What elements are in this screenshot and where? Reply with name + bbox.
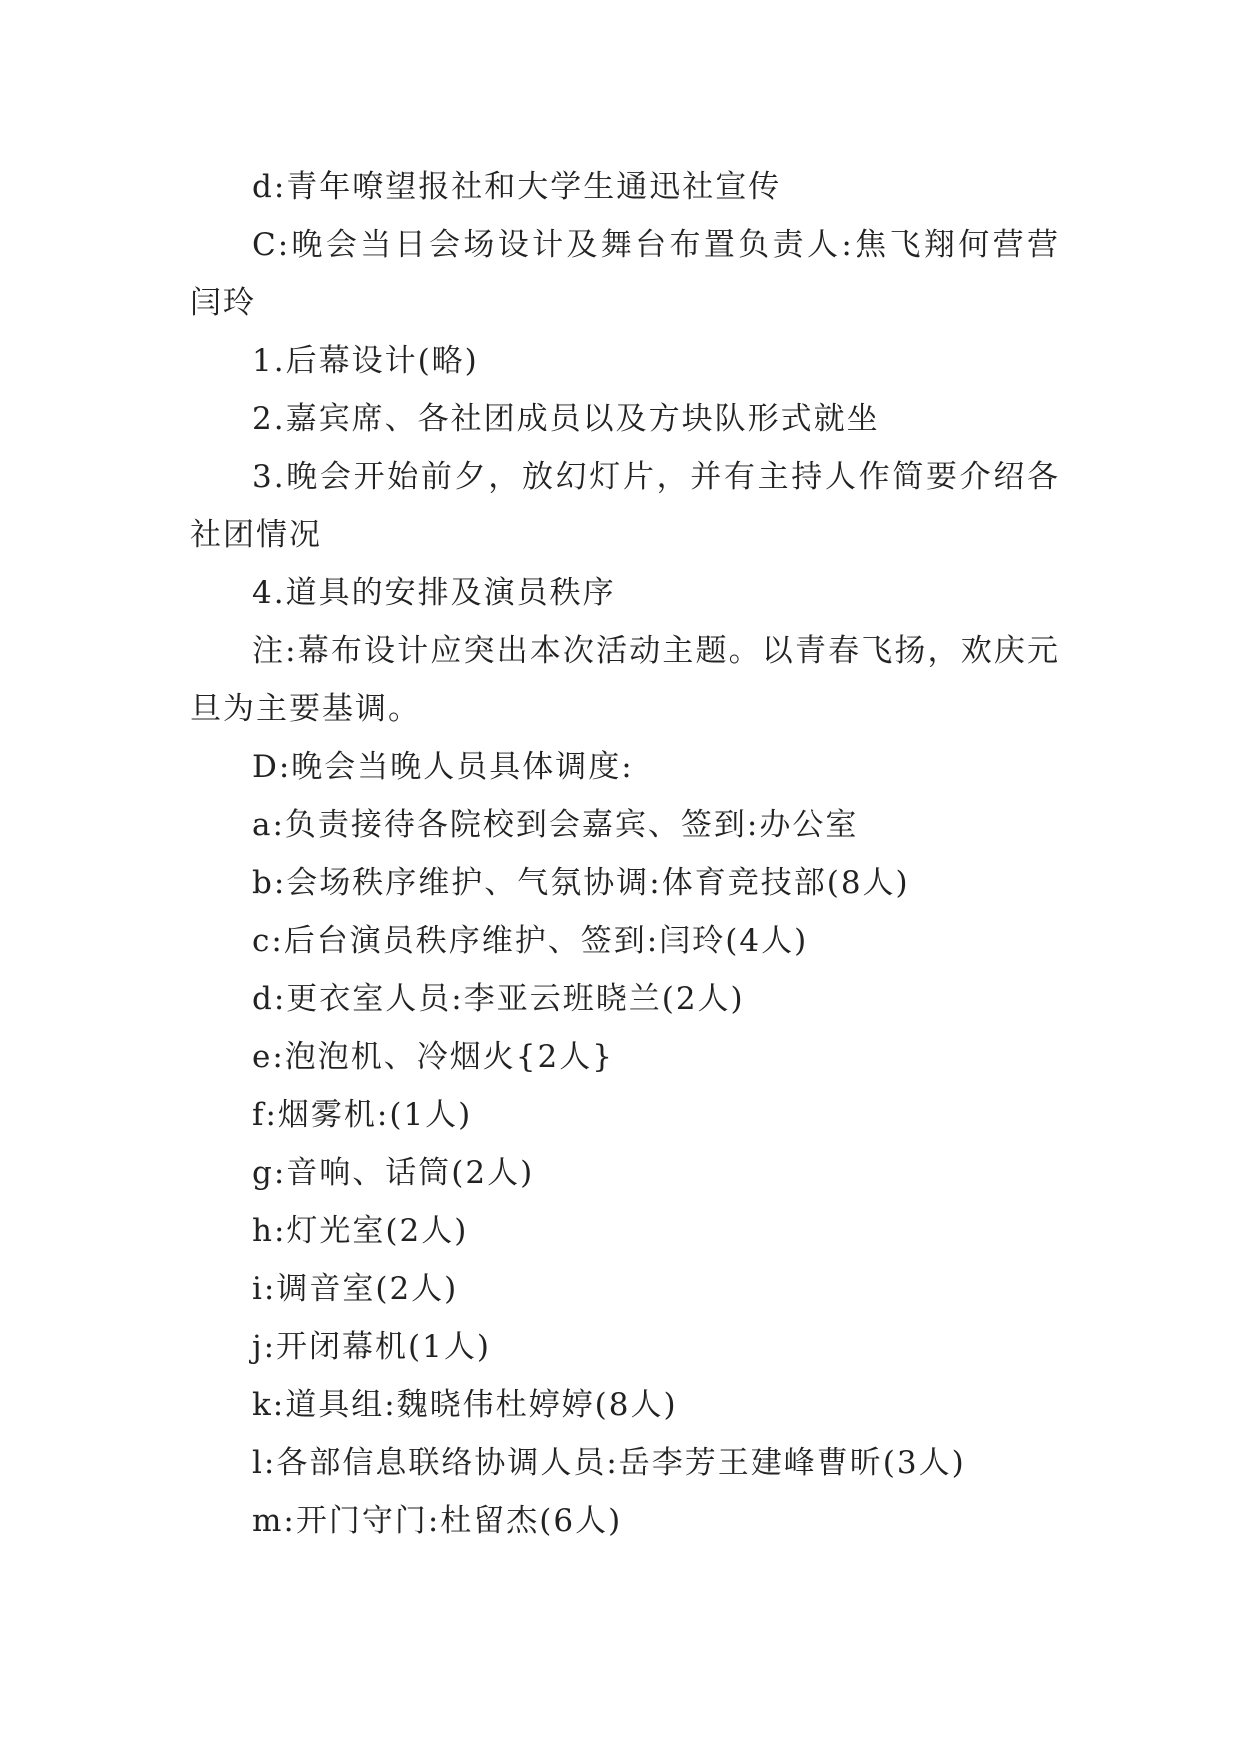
paragraph-publicity: d:青年嘹望报社和大学生通迅社宣传 bbox=[252, 169, 782, 205]
paragraph-note: 注:幕布设计应突出本次活动主题。以青春飞扬，欢庆元旦为主要基调。 bbox=[190, 633, 1060, 727]
paragraph-props: 4.道具的安排及演员秩序 bbox=[252, 575, 616, 611]
paragraph-backdrop: 1.后幕设计(略) bbox=[252, 343, 479, 379]
list-item: f:烟雾机:(1人) bbox=[252, 1097, 473, 1133]
paragraph-slideshow: 3.晚会开始前夕，放幻灯片，并有主持人作简要介绍各社团情况 bbox=[190, 459, 1060, 553]
list-item: m:开门守门:杜留杰(6人) bbox=[252, 1503, 623, 1539]
document-body bbox=[190, 158, 1060, 1550]
paragraph-seating: 2.嘉宾席、各社团成员以及方块队形式就坐 bbox=[252, 401, 880, 437]
list-item: j:开闭幕机(1人) bbox=[252, 1329, 491, 1365]
list-item: h:灯光室(2人) bbox=[252, 1213, 469, 1249]
list-item: a:负责接待各院校到会嘉宾、签到:办公室 bbox=[252, 807, 859, 843]
list-item: l:各部信息联络协调人员:岳李芳王建峰曹昕(3人) bbox=[252, 1445, 966, 1481]
list-item: c:后台演员秩序维护、签到:闫玲(4人) bbox=[252, 923, 809, 959]
paragraph-venue-design: C:晚会当日会场设计及舞台布置负责人:焦飞翔何营营闫玲 bbox=[190, 227, 1060, 321]
list-item: b:会场秩序维护、气氛协调:体育竞技部(8人) bbox=[252, 865, 910, 901]
list-item: i:调音室(2人) bbox=[252, 1271, 459, 1307]
list-item: d:更衣室人员:李亚云班晓兰(2人) bbox=[252, 981, 745, 1017]
list-item: e:泡泡机、冷烟火{2人} bbox=[252, 1039, 614, 1075]
paragraph-staffing-heading: D:晚会当晚人员具体调度: bbox=[252, 749, 634, 785]
list-item: g:音响、话筒(2人) bbox=[252, 1155, 535, 1191]
list-item: k:道具组:魏晓伟杜婷婷(8人) bbox=[252, 1387, 678, 1423]
